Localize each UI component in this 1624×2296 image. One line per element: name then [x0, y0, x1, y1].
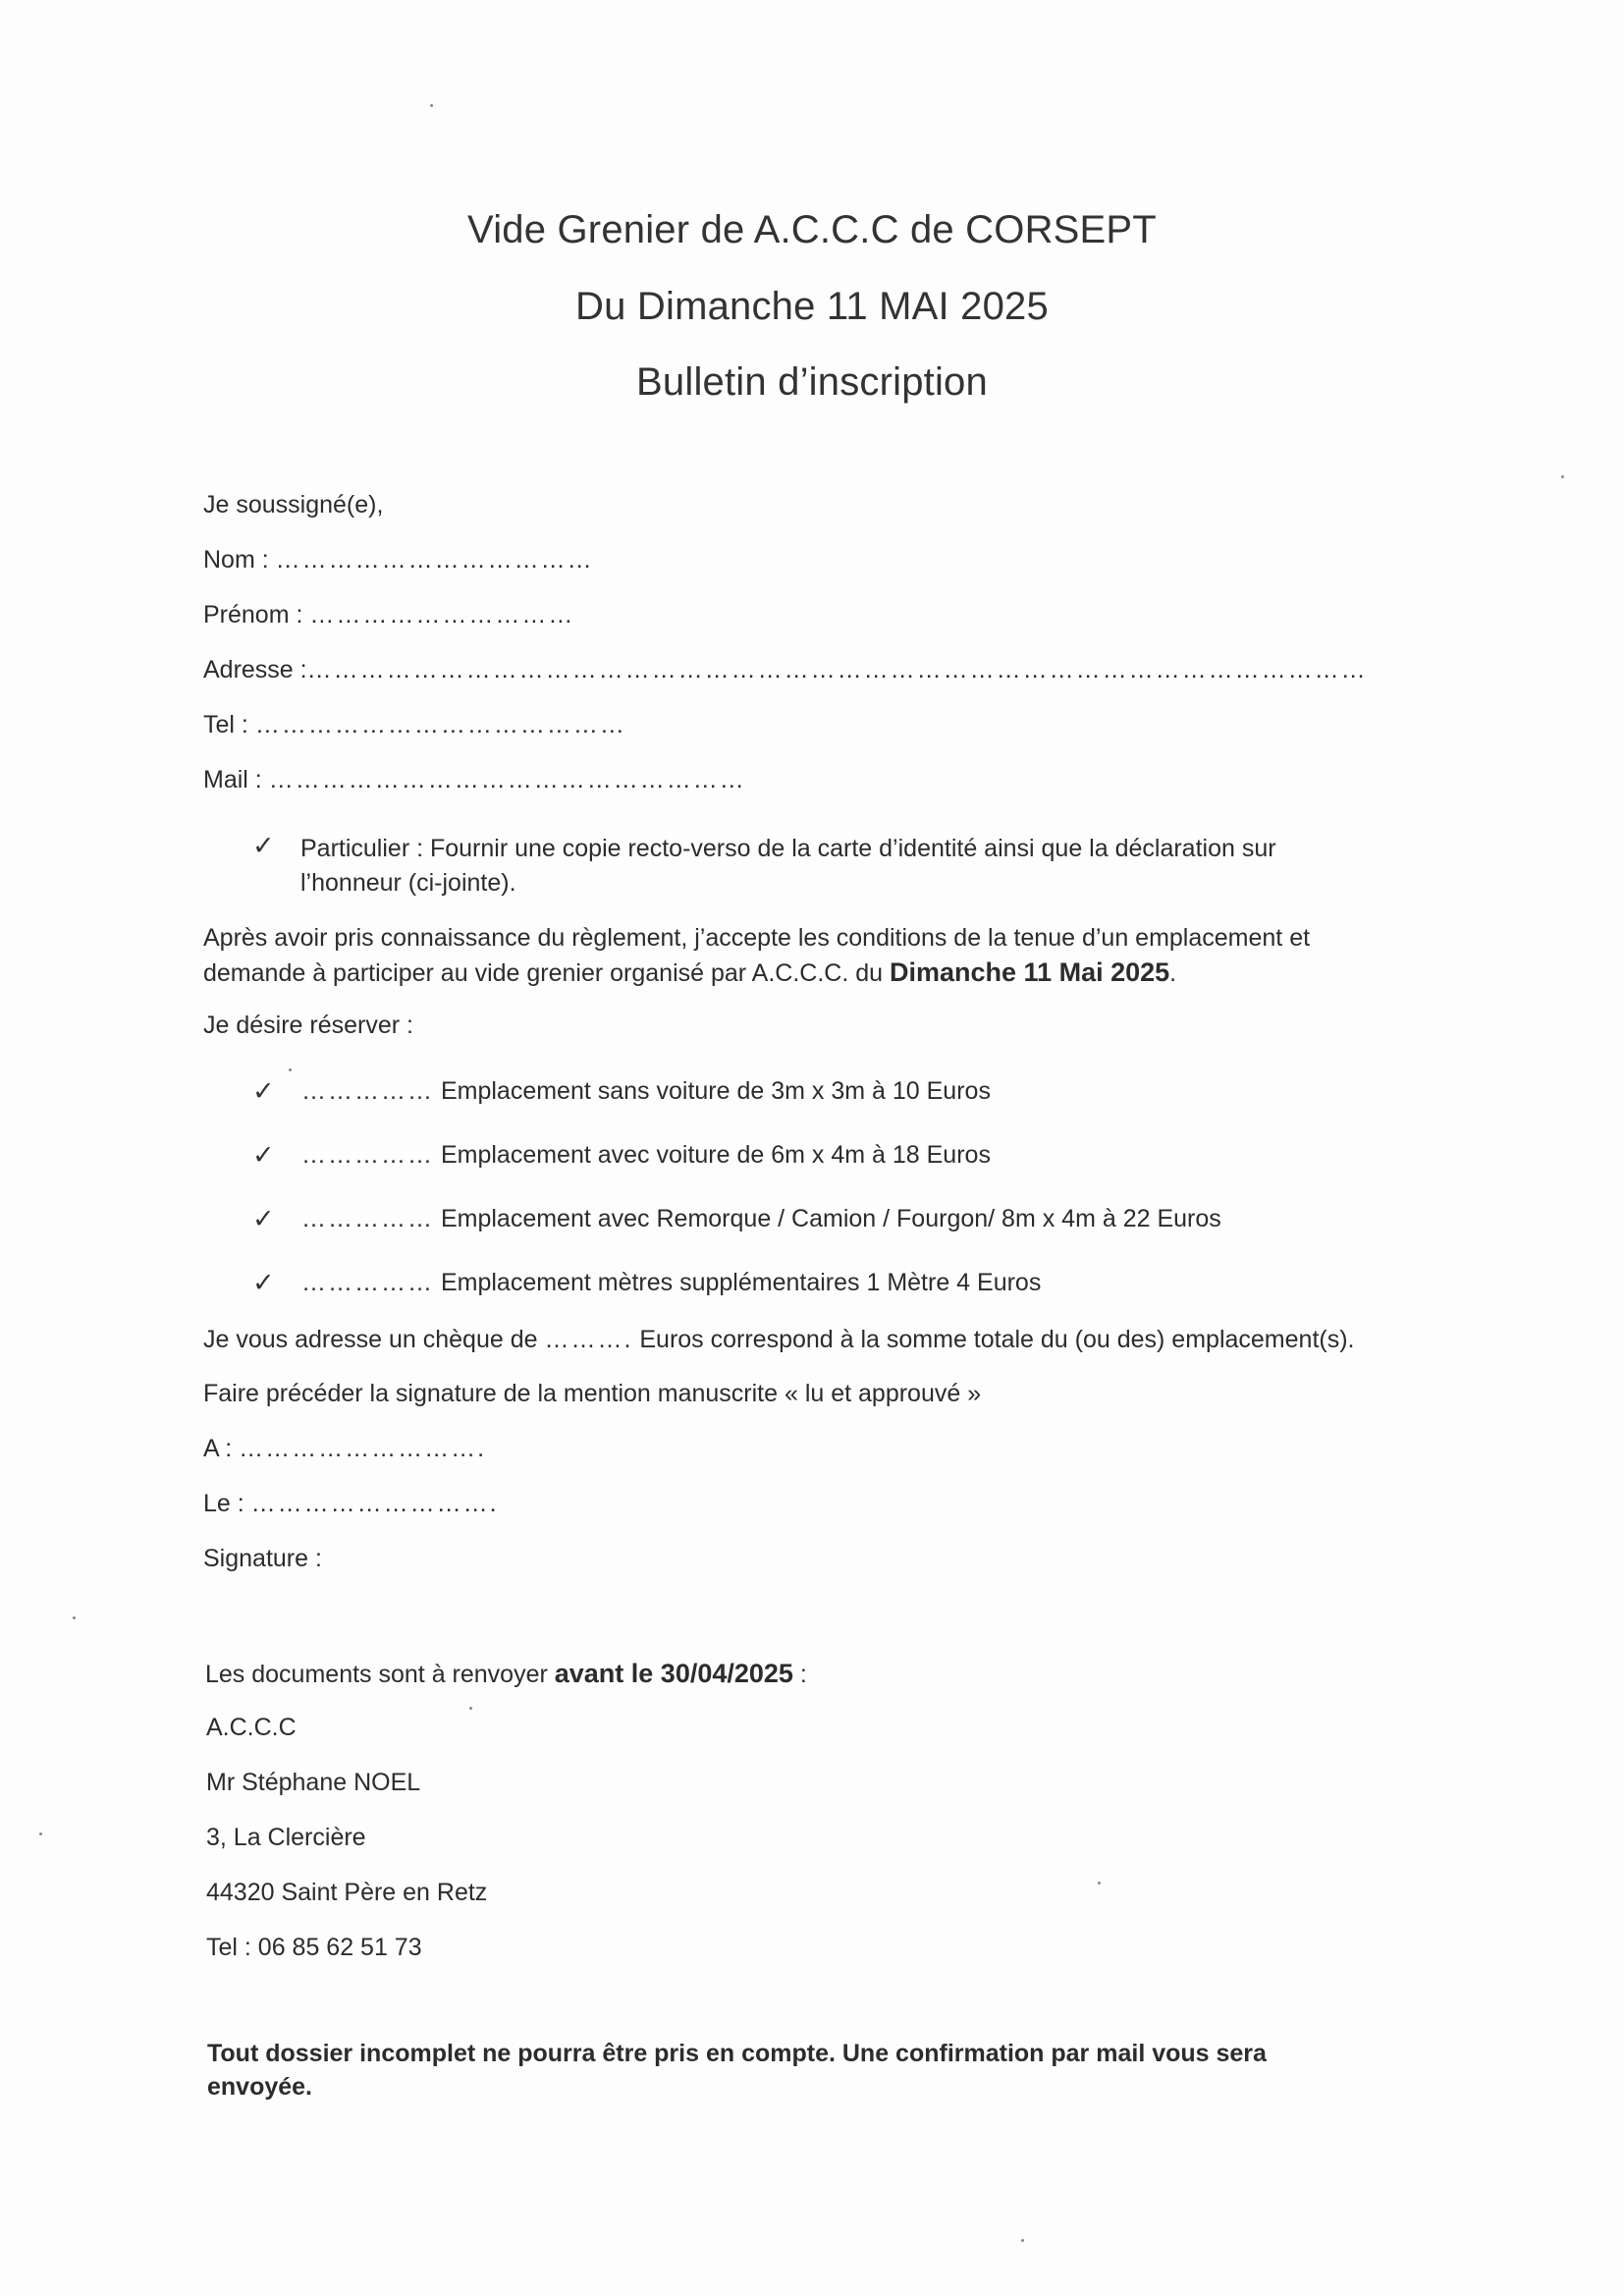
acceptance-line1: Après avoir pris connaissance du règlement, j’accepte les conditions de la tenue d’un emplacement et: [203, 924, 1311, 952]
reservation-item-text: Emplacement avec voiture de 6m x 4m à 18 Euros: [440, 1141, 991, 1169]
title-event: Vide Grenier de A.C.C.C de CORSEPT: [467, 208, 1157, 251]
le-dots: ……………………….: [250, 1490, 499, 1517]
tel-field[interactable]: [203, 711, 626, 739]
le-field[interactable]: [203, 1490, 499, 1518]
reservation-item-text: Emplacement avec Remorque / Camion / Fourgon/ 8m x 4m à 22 Euros: [440, 1205, 1221, 1232]
nom-field[interactable]: [203, 546, 594, 574]
scan-speck: [289, 1068, 292, 1071]
scan-speck: [1021, 2239, 1024, 2242]
acceptance-line2: [203, 956, 1480, 991]
notice-line1: Tout dossier incomplet ne pourra être pris en compte. Une confirmation par mail vous sera: [207, 2040, 1267, 2067]
check-icon: ✓: [252, 1076, 275, 1106]
check-icon: ✓: [252, 1140, 275, 1170]
particulier-text: [300, 832, 1479, 901]
return-deadline: [205, 1659, 807, 1689]
scan-speck: [39, 1832, 42, 1835]
le-label: Le :: [203, 1490, 244, 1517]
reservation-quantity-dots: ……………: [301, 1077, 434, 1105]
reservation-quantity-dots: ……………: [301, 1205, 434, 1232]
acceptance-date: Dimanche 11 Mai 2025: [890, 957, 1170, 987]
prenom-dots: …………………………: [309, 601, 575, 629]
particulier-line1: Particulier : Fournir une copie recto-verso de la carte d’identité ainsi que la déclaration sur: [300, 835, 1276, 862]
check-icon: ✓: [252, 831, 275, 860]
check-icon: ✓: [252, 1268, 275, 1297]
nom-dots: ………………………………: [275, 546, 594, 574]
payment-text-before: Je vous adresse un chèque de: [203, 1326, 545, 1353]
a-field[interactable]: [203, 1435, 486, 1463]
reservation-item-text: Emplacement sans voiture de 3m x 3m à 10 Euros: [440, 1077, 991, 1105]
check-icon: ✓: [252, 1204, 275, 1233]
return-street: 3, La Clercière: [206, 1824, 366, 1851]
return-city: 44320 Saint Père en Retz: [206, 1879, 488, 1906]
return-org: A.C.C.C: [206, 1714, 297, 1741]
a-dots: ……………………….: [239, 1435, 487, 1462]
adresse-field[interactable]: [203, 656, 1368, 684]
prenom-field[interactable]: [203, 601, 574, 629]
return-text-before: Les documents sont à renvoyer: [205, 1661, 555, 1688]
intro-text: Je soussigné(e),: [203, 491, 384, 519]
acceptance-text: [203, 921, 1480, 991]
return-deadline-date: avant le 30/04/2025: [554, 1659, 793, 1688]
reservation-item-text: Emplacement mètres supplémentaires 1 Mètre 4 Euros: [440, 1269, 1042, 1296]
a-label: A :: [203, 1435, 233, 1462]
mail-field[interactable]: [203, 766, 746, 794]
scan-speck: [430, 104, 433, 107]
scan-speck: [73, 1616, 76, 1619]
reservation-item[interactable]: [301, 1141, 991, 1170]
signature-mention: Faire précéder la signature de la mention manuscrite « lu et approuvé »: [203, 1380, 982, 1407]
return-phone: Tel : 06 85 62 51 73: [206, 1934, 422, 1961]
scan-speck: [1561, 475, 1564, 478]
return-text-after: :: [792, 1661, 807, 1688]
payment-text-after: Euros correspond à la somme totale du (ou des) emplacement(s).: [632, 1326, 1355, 1353]
adresse-label: Adresse :: [203, 656, 307, 683]
mail-label: Mail :: [203, 766, 262, 793]
reservation-label: Je désire réserver :: [203, 1011, 413, 1039]
mail-dots: ………………………………………………: [268, 766, 746, 793]
payment-amount-dots: ……….: [544, 1326, 633, 1353]
acceptance-line2-text: demande à participer au vide grenier organisé par A.C.C.C. du: [203, 959, 890, 987]
notice-line2: envoyée.: [207, 2073, 313, 2101]
prenom-label: Prénom :: [203, 601, 303, 629]
adresse-dots: …………………………………………………………………………………………………………: [306, 656, 1368, 683]
particulier-line2: l’honneur (ci-jointe).: [300, 869, 516, 897]
return-name: Mr Stéphane NOEL: [206, 1769, 421, 1796]
nom-label: Nom :: [203, 546, 269, 574]
acceptance-period: .: [1169, 959, 1177, 987]
reservation-item[interactable]: [301, 1205, 1221, 1233]
reservation-item[interactable]: [301, 1269, 1041, 1297]
scan-speck: [469, 1707, 472, 1710]
reservation-quantity-dots: ……………: [301, 1141, 434, 1169]
title-form: Bulletin d’inscription: [636, 360, 988, 404]
reservation-quantity-dots: ……………: [301, 1269, 434, 1296]
incomplete-notice: [207, 2037, 1484, 2104]
scan-speck: [1098, 1882, 1101, 1885]
tel-label: Tel :: [203, 711, 248, 738]
signature-label: Signature :: [203, 1545, 322, 1572]
payment-line[interactable]: [203, 1326, 1354, 1354]
title-date: Du Dimanche 11 MAI 2025: [575, 285, 1049, 328]
tel-dots: ……………………………………: [254, 711, 626, 738]
reservation-item[interactable]: [301, 1077, 991, 1106]
